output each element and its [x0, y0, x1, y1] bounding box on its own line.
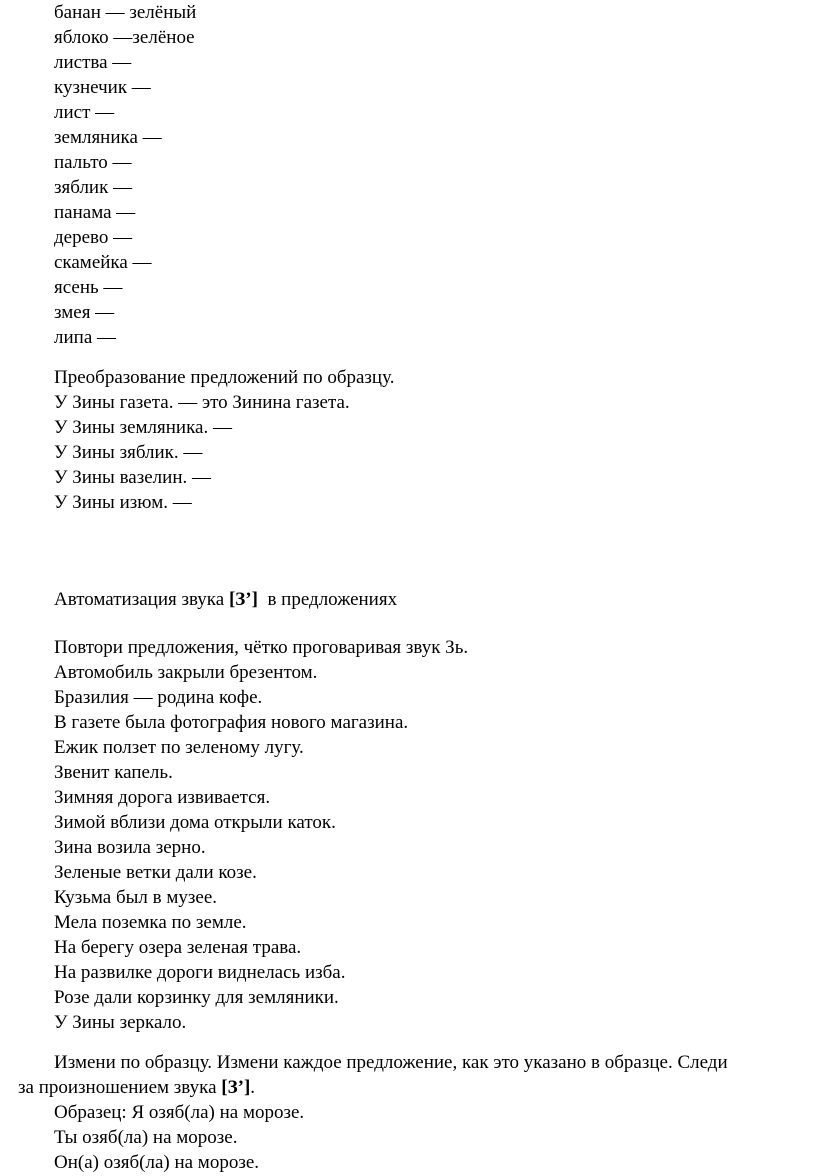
word-list-item: скамейка — — [54, 252, 152, 273]
sentence-item: Ежик ползет по зеленому лугу. — [54, 737, 304, 758]
transform-section — [0, 366, 816, 516]
change-line: Он(а) озяб(ла) на морозе. — [54, 1152, 260, 1173]
sentence-item: В газете была фотография нового магазина. — [54, 712, 409, 733]
word-list-item: банан — зелёный — [54, 2, 197, 23]
word-list-item: ясень — — [54, 277, 123, 298]
automation-title-sound: [З’] — [228, 589, 258, 610]
change-instruction-line1: Измени по образцу. Измени каждое предложение, как это указано в образце. Следи — [54, 1052, 728, 1073]
sentence-item: Автомобиль закрыли брезентом. — [54, 662, 318, 683]
sentence-item: Зимняя дорога извивается. — [54, 787, 271, 808]
word-list-item: кузнечик — — [54, 77, 151, 98]
transform-section-title: Преобразование предложений по образцу. — [54, 367, 395, 388]
sentence-item: Кузьма был в музее. — [54, 887, 218, 908]
word-list — [0, 1, 816, 351]
word-list-item: змея — — [54, 302, 115, 323]
automation-title-suffix: в предложениях — [257, 589, 398, 610]
sentence-item: У Зины зеркало. — [54, 1012, 187, 1033]
word-list-item: пальто — — [54, 152, 132, 173]
transform-line: У Зины зяблик. — — [54, 442, 203, 463]
transform-line: У Зины газета. — это Зинина газета. — [54, 392, 350, 413]
change-instruction-line2 — [18, 1076, 816, 1101]
repeat-section — [0, 636, 816, 1036]
automation-title-prefix: Автоматизация звука — [54, 589, 229, 610]
word-list-item: земляника — — [54, 127, 162, 148]
word-list-item: зяблик — — [54, 177, 133, 198]
transform-line: У Зины изюм. — — [54, 492, 192, 513]
sentence-item: Мела поземка по земле. — [54, 912, 247, 933]
word-list-item: липа — — [54, 327, 117, 348]
sentence-item: На берегу озера зеленая трава. — [54, 937, 302, 958]
sentence-item: На развилке дороги виднелась изба. — [54, 962, 346, 983]
transform-line: У Зины вазелин. — — [54, 467, 211, 488]
automation-heading — [0, 588, 816, 613]
sentence-item: Бразилия — родина кофе. — [54, 687, 263, 708]
sentence-item: Розе дали корзинку для земляники. — [54, 987, 339, 1008]
change-section — [0, 1051, 816, 1176]
change-sample: Образец: Я озяб(ла) на морозе. — [54, 1102, 305, 1123]
sentence-item: Зимой вблизи дома открыли каток. — [54, 812, 336, 833]
word-list-item: лист — — [54, 102, 115, 123]
word-list-item: листва — — [54, 52, 132, 73]
sentence-item: Зеленые ветки дали козе. — [54, 862, 257, 883]
change-instruction-sound: [З’] — [221, 1077, 251, 1098]
sentence-item: Зина возила зерно. — [54, 837, 206, 858]
word-list-item: яблоко —зелёное — [54, 27, 195, 48]
change-line: Ты озяб(ла) на морозе. — [54, 1127, 238, 1148]
automation-heading-line — [54, 588, 816, 613]
change-instruction-suffix: . — [250, 1077, 256, 1098]
repeat-instruction: Повтори предложения, чётко проговаривая звук Зь. — [54, 637, 469, 658]
change-instruction-prefix: за произношением звука — [18, 1077, 222, 1098]
sentence-item: Звенит капель. — [54, 762, 173, 783]
word-list-item: дерево — — [54, 227, 133, 248]
transform-line: У Зины земляника. — — [54, 417, 232, 438]
word-list-item: панама — — [54, 202, 136, 223]
